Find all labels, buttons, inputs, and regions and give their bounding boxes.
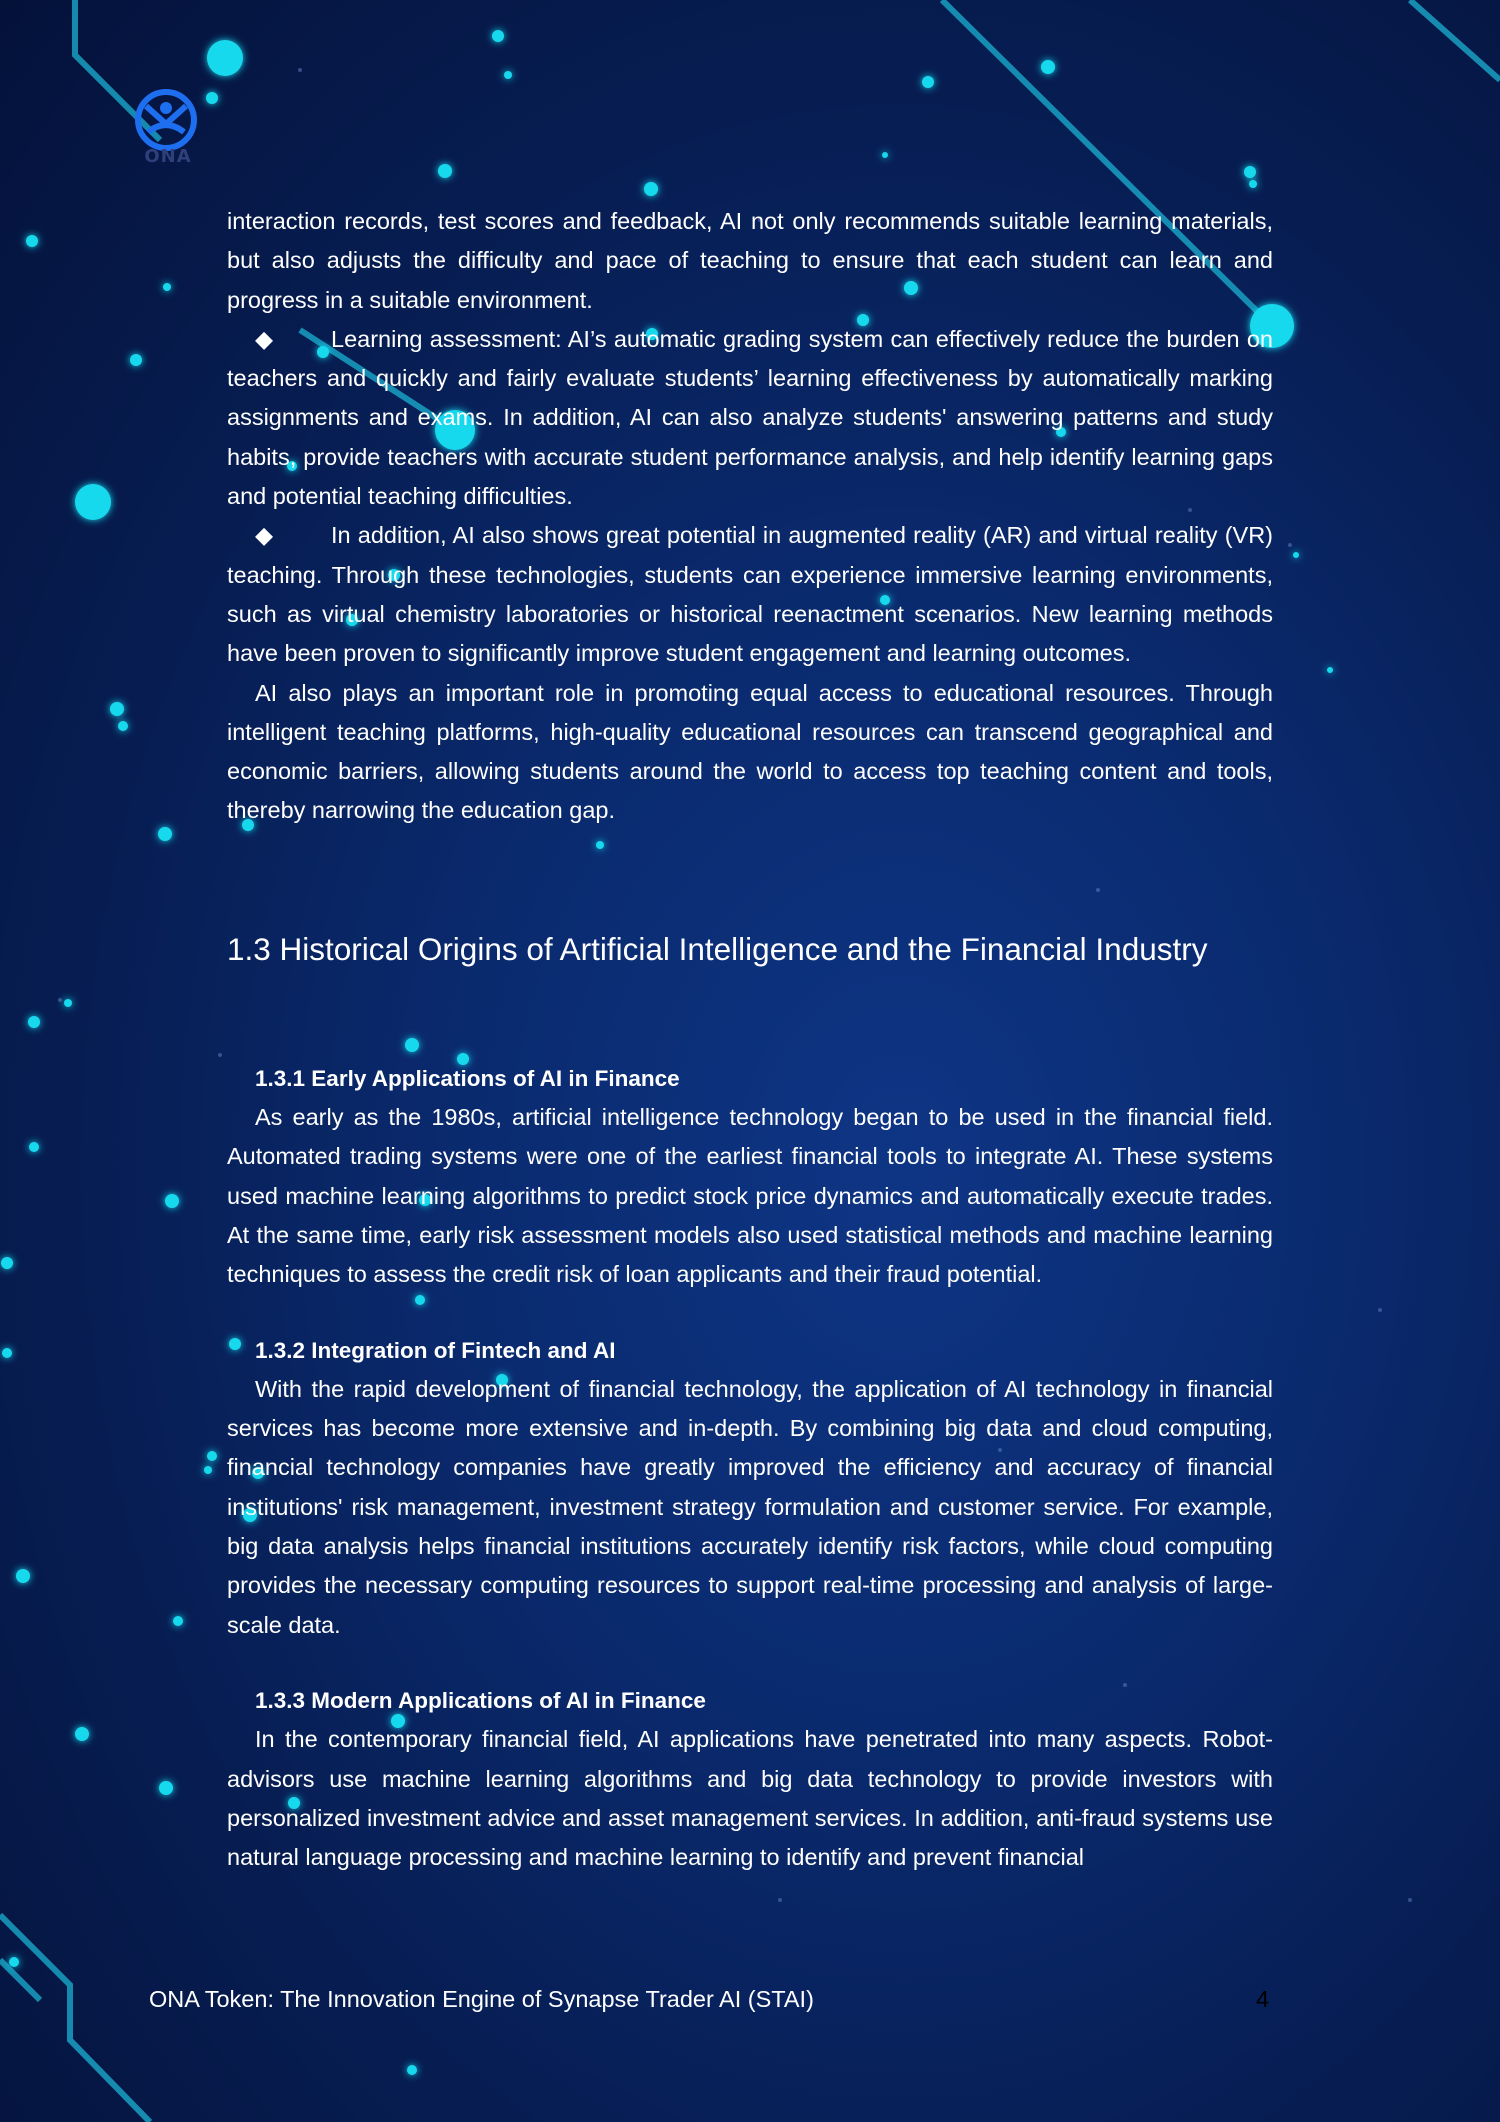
subsection-heading-1-3-2: 1.3.2 Integration of Fintech and AI [255, 1337, 616, 1363]
paragraph-fintech-integration: With the rapid development of financial technology, the application of AI technology in financial services has become more extensive and in-depth. By combining big data and cloud computing, financial technology companies have greatly improved the efficiency and accuracy of financial institutions' risk management, investment strategy formulation and customer service. For example, big data analysis helps financial institutions accurately identify risk factors, while cloud computing provides the necessary computing resources to support real-time processing and analysis of large-scale data. [227, 1375, 1273, 1638]
paragraph-modern-applications: In the contemporary financial field, AI applications have penetrated into many aspects. Robot-advisors use machine learning algorithms and big data technology to provide investors with personalized investment advice and asset management services. In addition, anti-fraud systems use natural language processing and machine learning to identify and prevent financial [227, 1726, 1273, 1871]
bullet-ar-vr [227, 516, 1273, 673]
diamond-bullet-icon: ◆ [255, 325, 274, 352]
paragraph-early-applications: As early as the 1980s, artificial intelligence technology began to be used in the financial field. Automated trading systems were one of the earliest financial tools to integrate AI. These systems used machine learning algorithms to predict stock price dynamics and automatically execute trades. At the same time, early risk assessment models also used statistical methods and machine learning techniques to assess the credit risk of loan applicants and their fraud potential. [227, 1104, 1273, 1288]
bullet-text: In addition, AI also shows great potential in augmented reality (AR) and virtual reality (VR) teaching. Through these technologies, students can experience immersive learning environments, such as virtual chemistry laboratories or historical reenactment scenarios. New learning methods have been proven to significantly improve student engagement and learning outcomes. [227, 522, 1273, 667]
section-heading: 1.3 Historical Origins of Artificial Intelligence and the Financial Industry [227, 930, 1208, 967]
bullet-learning-assessment [227, 320, 1273, 516]
paragraph-equal-access: AI also plays an important role in promoting equal access to educational resources. Through intelligent teaching platforms, high-quality educational resources can transcend geographical and economic barriers, allowing students around the world to access top teaching content and tools, thereby narrowing the education gap. [227, 679, 1273, 824]
paragraph-continued: interaction records, test scores and feedback, AI not only recommends suitable learning materials, but also adjusts the difficulty and pace of teaching to ensure that each student can learn and progress in a suitable environment. [227, 208, 1273, 313]
subsection-heading-1-3-3: 1.3.3 Modern Applications of AI in Finance [255, 1687, 706, 1713]
footer-title: ONA Token: The Innovation Engine of Synapse Trader AI (STAI) [149, 1986, 814, 2012]
bullet-text: Learning assessment: AI’s automatic grading system can effectively reduce the burden on teachers and quickly and fairly evaluate students’ learning effectiveness by automatically marking assignments and exams. In addition, AI can also analyze students' answering patterns and study habits, provide teachers with accurate student performance analysis, and help identify learning gaps and potential teaching difficulties. [227, 325, 1273, 510]
document-body [227, 202, 1273, 1877]
logo-text: ONA [144, 146, 192, 167]
diamond-bullet-icon: ◆ [255, 522, 274, 549]
page-number: 4 [1256, 1986, 1270, 2012]
subsection-heading-1-3-1: 1.3.1 Early Applications of AI in Finance [255, 1065, 680, 1091]
